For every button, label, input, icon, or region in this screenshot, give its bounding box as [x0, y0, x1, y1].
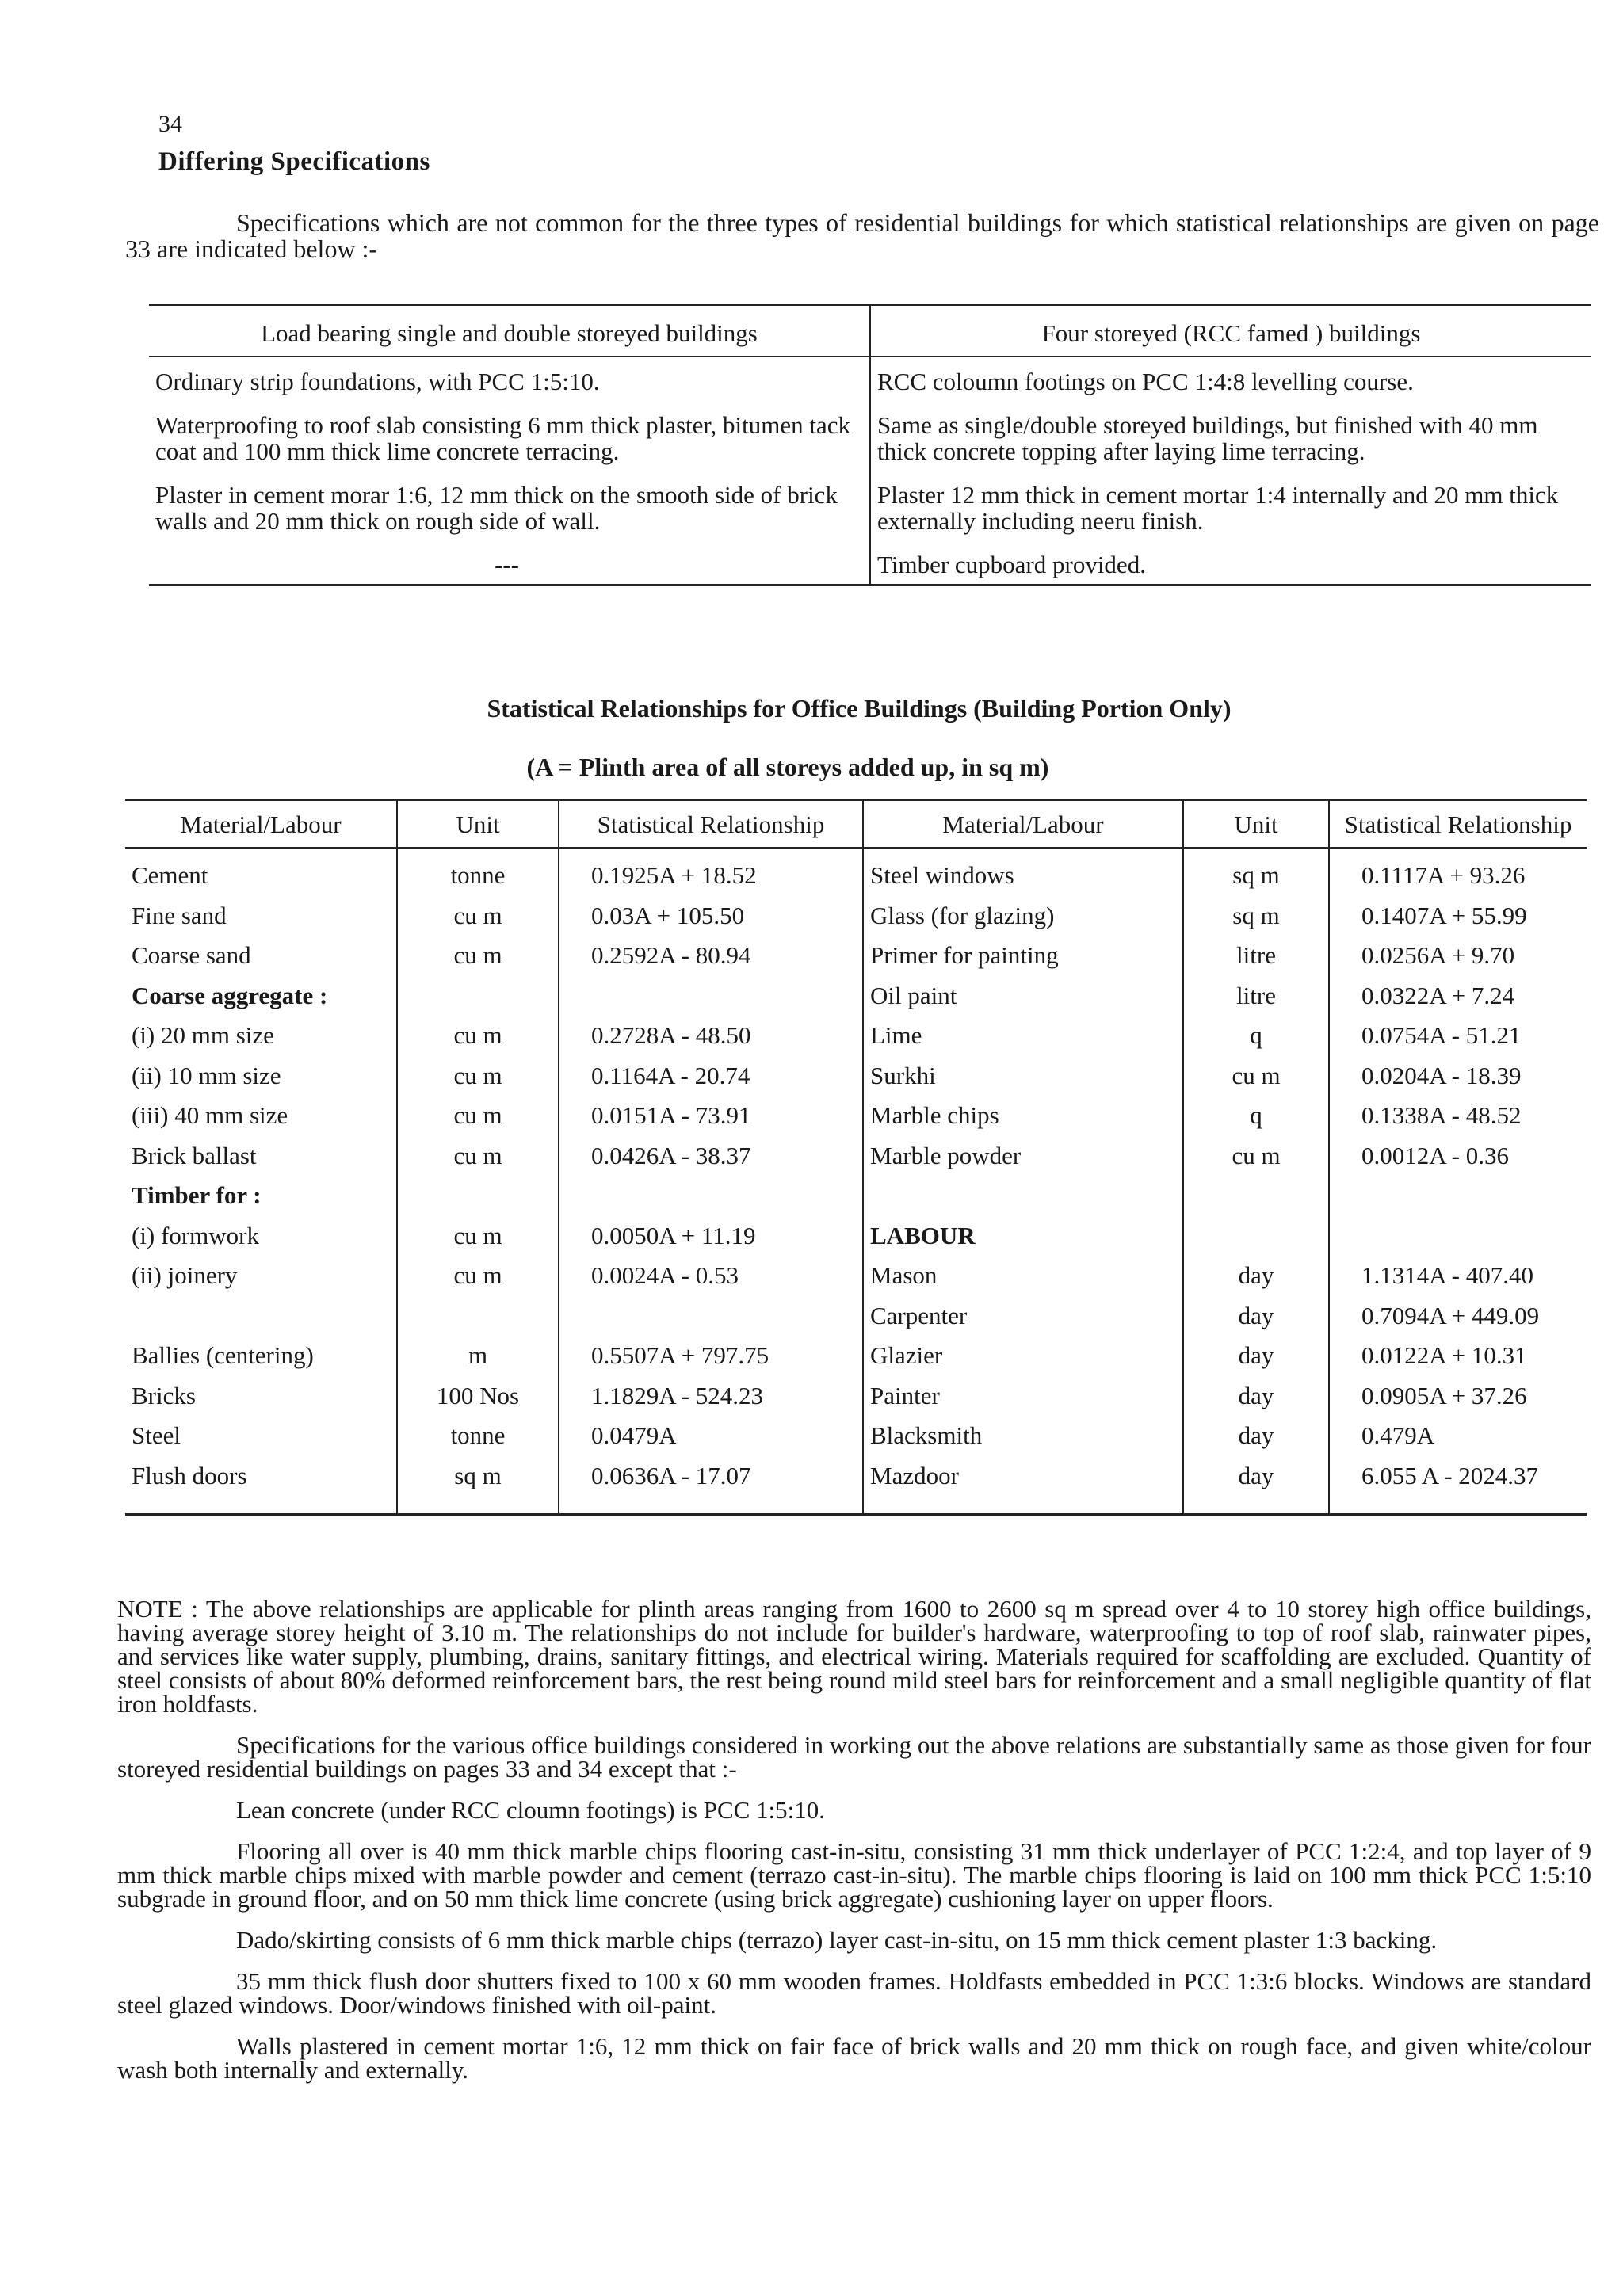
unit-cell: litre	[1183, 936, 1329, 976]
unit-cell: m	[397, 1336, 559, 1376]
table-row	[149, 357, 1591, 401]
spec-paragraph: Flooring all over is 40 mm thick marble chips flooring cast-in-situ, consisting 31 mm thick underlayer of PCC 1:2:4, and top layer of 9 mm thick marble chips mixed with marble powder and cement (terrazo cast-in-situ). The marble chips flooring is laid on 100 mm thick PCC 1:5:10 subgrade in ground floor, and on 50 mm thick lime concrete (using brick aggregate) cushioning layer on upper floors.	[117, 1837, 1591, 1913]
material-cell: Steel	[125, 1416, 397, 1456]
table-row	[149, 401, 1591, 471]
relationship-cell: 0.1338A - 48.52	[1361, 1101, 1522, 1129]
material-cell: Timber for :	[125, 1176, 397, 1216]
spec-paragraph: Specifications for the various office buildings considered in working out the above relations are substantially same as those given for four storeyed residential buildings on pages 33 and 34 except that :-	[117, 1731, 1591, 1783]
spec-paragraph: 35 mm thick flush door shutters fixed to 100 x 60 mm wooden frames. Holdfasts embedded in PCC 1:3:6 blocks. Windows are standard steel glazed windows. Door/windows finished with oil-paint.	[117, 1967, 1591, 2019]
unit-cell: tonne	[397, 1416, 559, 1456]
stat-table-subtitle: (A = Plinth area of all storeys added up, in sq m)	[526, 753, 1049, 781]
notes-section	[117, 1597, 1591, 2100]
relationship-cell	[559, 1296, 863, 1337]
table-row	[125, 936, 1587, 976]
section-heading: Differing Specifications	[158, 147, 430, 176]
relationship-cell: 0.0256A + 9.70	[1361, 941, 1515, 969]
material-cell: Mason	[863, 1256, 1183, 1296]
material-cell: Blacksmith	[863, 1416, 1183, 1456]
relationship-cell: 0.7094A + 449.09	[1361, 1301, 1540, 1329]
relationship-cell: 0.0204A - 18.39	[1361, 1061, 1522, 1089]
table-row	[125, 896, 1587, 936]
unit-cell	[397, 1296, 559, 1337]
spec-cell: RCC coloumn footings on PCC 1:4:8 levelling course.	[877, 368, 1414, 395]
material-cell: Steel windows	[863, 849, 1183, 896]
material-cell: Mazdoor	[863, 1456, 1183, 1515]
material-cell: Coarse aggregate :	[125, 976, 397, 1016]
table-row	[149, 540, 1591, 585]
relationship-cell: 0.479A	[1361, 1421, 1435, 1449]
table-row	[125, 1456, 1587, 1515]
note-paragraph: NOTE : The above relationships are applicable for plinth areas ranging from 1600 to 2600 sq m spread over 4 to 10 storey high office buildings, having average storey height of 3.10 m. The relationships do not include for builder's hardware, waterproofing to top of roof slab, rainwater pipes, and services like water supply, plumbing, drains, sanitary fittings, and electrical wiring. Materials required for scaffolding are excluded. Quantity of steel consists of about 80% deformed reinforcement bars, the rest being round mild steel bars for reinforcement and a small negligible quantity of flat iron holdfasts.	[117, 1595, 1591, 1718]
unit-cell	[1183, 1176, 1329, 1216]
material-cell: Surkhi	[863, 1056, 1183, 1097]
relationship-cell: 1.1314A - 407.40	[1361, 1261, 1533, 1289]
material-cell: Cement	[125, 849, 397, 896]
table-row	[125, 1136, 1587, 1177]
unit-cell: 100 Nos	[397, 1376, 559, 1417]
unit-cell: day	[1183, 1416, 1329, 1456]
unit-cell: sq m	[397, 1456, 559, 1515]
table-row	[125, 1016, 1587, 1056]
material-cell: Oil paint	[863, 976, 1183, 1016]
specifications-table	[149, 304, 1591, 586]
spec-cell: Same as single/double storeyed buildings, but finished with 40 mm thick concrete topping after laying lime terracing.	[877, 411, 1538, 465]
page-number: 34	[158, 111, 182, 137]
relationship-cell: 0.0426A - 38.37	[559, 1136, 863, 1177]
material-cell: (ii) 10 mm size	[125, 1056, 397, 1097]
relationship-cell	[1329, 1216, 1587, 1257]
unit-cell: q	[1183, 1016, 1329, 1056]
unit-cell: day	[1183, 1456, 1329, 1515]
table-row	[125, 1376, 1587, 1417]
relationship-cell	[1329, 1176, 1587, 1216]
relationship-cell: 0.0754A - 51.21	[1361, 1021, 1522, 1049]
material-cell: Flush doors	[125, 1456, 397, 1515]
unit-cell: cu m	[1183, 1136, 1329, 1177]
relationship-cell: 6.055 A - 2024.37	[1361, 1461, 1539, 1489]
spec-cell: Plaster in cement morar 1:6, 12 mm thick on the smooth side of brick walls and 20 mm thick on rough side of wall.	[149, 471, 870, 540]
relationship-cell: 1.1829A - 524.23	[559, 1376, 863, 1417]
relationship-cell: 0.2592A - 80.94	[559, 936, 863, 976]
material-cell: Marble powder	[863, 1136, 1183, 1177]
relationship-cell: 0.0636A - 17.07	[559, 1456, 863, 1515]
spec-paragraph: Walls plastered in cement mortar 1:6, 12 mm thick on fair face of brick walls and 20 mm thick on rough face, and given white/colour wash both internally and externally.	[117, 2032, 1591, 2084]
unit-cell: cu m	[397, 896, 559, 936]
material-cell: (ii) joinery	[125, 1256, 397, 1296]
unit-cell	[397, 976, 559, 1016]
relationship-cell: 0.0151A - 73.91	[559, 1096, 863, 1136]
relationship-cell: 0.1164A - 20.74	[559, 1056, 863, 1097]
relationship-cell: 0.0024A - 0.53	[559, 1256, 863, 1296]
spec-header-left: Load bearing single and double storeyed buildings	[149, 305, 870, 357]
unit-cell: cu m	[397, 1256, 559, 1296]
table-row	[149, 471, 1591, 540]
stat-header: Unit	[1183, 800, 1329, 849]
unit-cell	[397, 1176, 559, 1216]
relationship-cell: 0.5507A + 797.75	[559, 1336, 863, 1376]
table-row	[125, 1176, 1587, 1216]
unit-cell: day	[1183, 1376, 1329, 1417]
unit-cell: sq m	[1183, 849, 1329, 896]
material-cell: Glass (for glazing)	[863, 896, 1183, 936]
relationship-cell: 0.1117A + 93.26	[1361, 861, 1526, 889]
unit-cell: litre	[1183, 976, 1329, 1016]
material-cell: Brick ballast	[125, 1136, 397, 1177]
relationship-cell: 0.0479A	[559, 1416, 863, 1456]
unit-cell: day	[1183, 1296, 1329, 1337]
relationship-cell: 0.0050A + 11.19	[559, 1216, 863, 1257]
stat-header: Unit	[397, 800, 559, 849]
unit-cell: day	[1183, 1256, 1329, 1296]
material-cell: Ballies (centering)	[125, 1336, 397, 1376]
table-row	[125, 1296, 1587, 1337]
intro-paragraph: Specifications which are not common for the three types of residential buildings for which statistical relationships are given on page 33 are indicated below :-	[125, 208, 1599, 263]
table-row	[125, 1096, 1587, 1136]
relationship-cell: 0.0322A + 7.24	[1361, 981, 1515, 1009]
unit-cell: sq m	[1183, 896, 1329, 936]
relationship-cell: 0.1407A + 55.99	[1361, 901, 1527, 929]
table-row	[125, 849, 1587, 896]
unit-cell: cu m	[1183, 1056, 1329, 1097]
relationship-cell	[559, 1176, 863, 1216]
unit-cell: tonne	[397, 849, 559, 896]
relationship-cell: 0.03A + 105.50	[559, 896, 863, 936]
material-cell: Glazier	[863, 1336, 1183, 1376]
unit-cell: day	[1183, 1336, 1329, 1376]
table-row	[125, 1216, 1587, 1257]
spec-cell: Ordinary strip foundations, with PCC 1:5:10.	[149, 357, 870, 401]
spec-paragraph: Lean concrete (under RCC cloumn footings) is PCC 1:5:10.	[236, 1796, 826, 1824]
material-cell: Fine sand	[125, 896, 397, 936]
material-cell: Bricks	[125, 1376, 397, 1417]
material-cell: (i) 20 mm size	[125, 1016, 397, 1056]
unit-cell: cu m	[397, 1096, 559, 1136]
table-row	[125, 1336, 1587, 1376]
unit-cell: q	[1183, 1096, 1329, 1136]
relationship-cell: 0.2728A - 48.50	[559, 1016, 863, 1056]
spec-cell: Timber cupboard provided.	[877, 551, 1146, 578]
table-row	[125, 1416, 1587, 1456]
material-cell: (i) formwork	[125, 1216, 397, 1257]
stat-header: Statistical Relationship	[1329, 800, 1587, 849]
relationship-cell	[559, 976, 863, 1016]
spec-cell: Plaster 12 mm thick in cement mortar 1:4 internally and 20 mm thick externally including neeru finish.	[877, 481, 1559, 535]
material-cell: Painter	[863, 1376, 1183, 1417]
relationship-cell: 0.1925A + 18.52	[559, 849, 863, 896]
unit-cell: cu m	[397, 936, 559, 976]
stat-header: Material/Labour	[125, 800, 397, 849]
table-row	[125, 976, 1587, 1016]
unit-cell	[1183, 1216, 1329, 1257]
relationship-cell: 0.0122A + 10.31	[1361, 1341, 1527, 1369]
spec-paragraph: Dado/skirting consists of 6 mm thick marble chips (terrazo) layer cast-in-situ, on 15 mm thick cement plaster 1:3 backing.	[236, 1926, 1438, 1954]
material-cell	[125, 1296, 397, 1337]
stat-table-title: Statistical Relationships for Office Buildings (Building Portion Only)	[487, 694, 1232, 723]
statistical-relationships-table	[125, 799, 1587, 1516]
material-cell: Marble chips	[863, 1096, 1183, 1136]
spec-header-right: Four storeyed (RCC famed ) buildings	[870, 305, 1591, 357]
material-cell: Coarse sand	[125, 936, 397, 976]
material-cell: Lime	[863, 1016, 1183, 1056]
stat-header: Statistical Relationship	[559, 800, 863, 849]
material-cell: Carpenter	[863, 1296, 1183, 1337]
relationship-cell: 0.0905A + 37.26	[1361, 1381, 1527, 1409]
relationship-cell: 0.0012A - 0.36	[1361, 1141, 1509, 1169]
stat-header: Material/Labour	[863, 800, 1183, 849]
material-cell	[863, 1176, 1183, 1216]
table-row	[125, 1256, 1587, 1296]
unit-cell: cu m	[397, 1136, 559, 1177]
unit-cell: cu m	[397, 1016, 559, 1056]
spec-cell: Waterproofing to roof slab consisting 6 mm thick plaster, bitumen tack coat and 100 mm thick lime concrete terracing.	[149, 401, 870, 471]
unit-cell: cu m	[397, 1216, 559, 1257]
table-row	[125, 1056, 1587, 1097]
spec-cell: ---	[149, 540, 870, 585]
unit-cell: cu m	[397, 1056, 559, 1097]
material-cell: (iii) 40 mm size	[125, 1096, 397, 1136]
material-cell: Primer for painting	[863, 936, 1183, 976]
material-cell: LABOUR	[863, 1216, 1183, 1257]
